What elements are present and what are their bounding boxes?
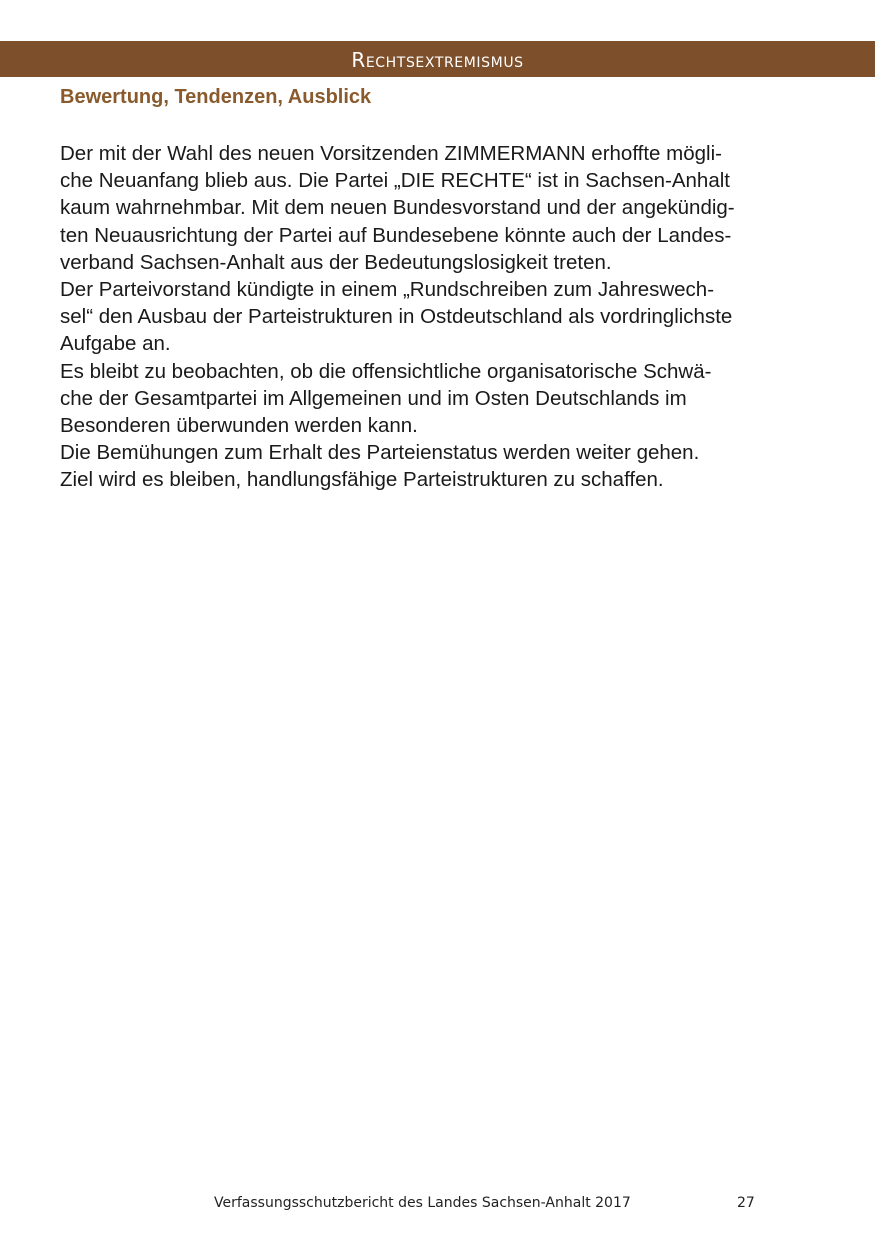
body-line: kaum wahrnehmbar. Mit dem neuen Bundesvorstand und der angekündig- [60,196,735,220]
section-title: Rechtsextremismus [351,48,524,72]
body-line: Besonderen überwunden werden kann. [60,414,418,438]
body-line: ten Neuausrichtung der Partei auf Bundesebene könnte auch der Landes- [60,223,732,247]
body-line: Aufgabe an. [60,332,171,356]
page-number: 27 [737,1195,755,1211]
section-header-bar [0,41,875,77]
body-text [60,140,820,494]
footer-publication-title: Verfassungsschutzbericht des Landes Sachsen-Anhalt 2017 [214,1195,631,1211]
body-line: che Neuanfang blieb aus. Die Partei „DIE RECHTE“ ist in Sachsen-Anhalt [60,169,730,193]
page-footer [0,1195,875,1217]
body-line: Der Parteivorstand kündigte in einem „Rundschreiben zum Jahreswech- [60,278,715,302]
body-line: verband Sachsen-Anhalt aus der Bedeutungslosigkeit treten. [60,250,612,274]
body-line: Es bleibt zu beobachten, ob die offensichtliche organisatorische Schwä- [60,359,712,383]
body-line: che der Gesamtpartei im Allgemeinen und im Osten Deutschlands im [60,386,687,410]
body-line: Die Bemühungen zum Erhalt des Parteienstatus werden weiter gehen. [60,441,700,465]
body-line: Ziel wird es bleiben, handlungsfähige Parteistrukturen zu schaffen. [60,468,664,492]
body-line: sel“ den Ausbau der Parteistrukturen in Ostdeutschland als vordringlichste [60,305,733,329]
section-heading: Bewertung, Tendenzen, Ausblick [60,86,372,108]
body-line: Der mit der Wahl des neuen Vorsitzenden ZIMMERMANN erhoffte mögli- [60,142,722,165]
